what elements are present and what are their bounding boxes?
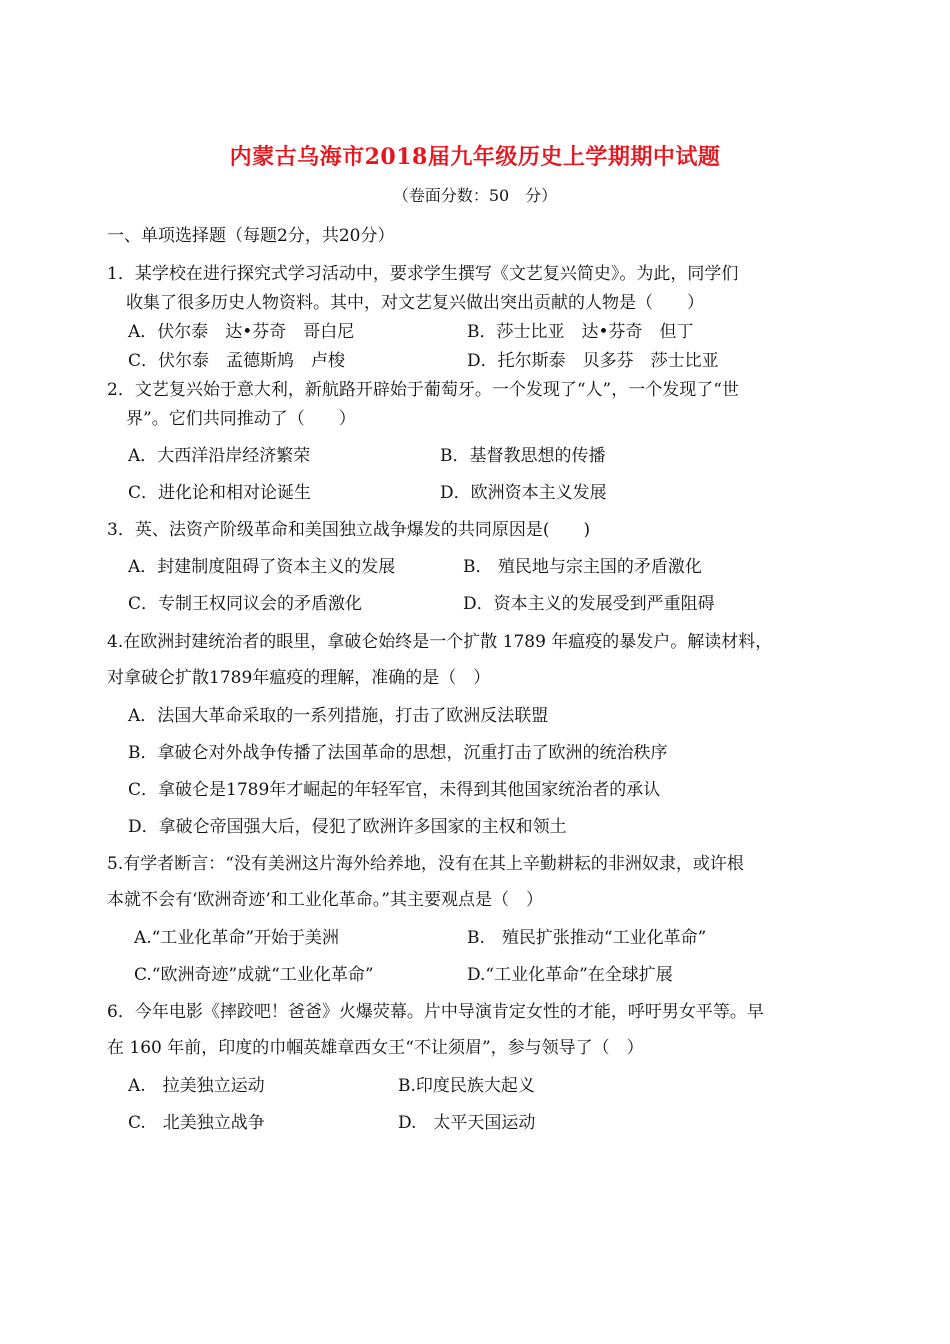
q3-option-d: D．资本主义的发展受到严重阻碍	[463, 594, 715, 614]
page-title: 内蒙古乌海市2018届九年级历史上学期期中试题	[229, 144, 721, 170]
question-1-stem: 1．某学校在进行探究式学习活动中，要求学生撰写《文艺复兴简史》。为此，同学们	[107, 264, 739, 284]
q2-option-c: C．进化论和相对论诞生	[128, 483, 312, 503]
question-2-stem-cont: 界”。它们共同推动了（ ）	[126, 409, 356, 429]
question-4-stem: 4.在欧洲封建统治者的眼里，拿破仑始终是一个扩散 1789 年瘟疫的暴发户。解读材料，	[107, 632, 773, 652]
q5-option-d: D.“工业化革命”在全球扩展	[467, 965, 673, 985]
q4-option-b: B．拿破仑对外战争传播了法国革命的思想，沉重打击了欧洲的统治秩序	[128, 743, 668, 763]
q3-option-a: A．封建制度阻碍了资本主义的发展	[128, 557, 396, 577]
question-4-stem-cont: 对拿破仑扩散1789年瘟疫的理解，准确的是（ ）	[107, 668, 491, 688]
q1-option-b: B．莎士比亚 达•芬奇 但丁	[467, 322, 694, 342]
question-6-stem: 6．今年电影《摔跤吧！爸爸》火爆荧幕。片中导演肯定女性的才能，呼吁男女平等。早	[107, 1002, 764, 1022]
q4-option-d: D．拿破仑帝国强大后，侵犯了欧洲许多国家的主权和领土	[128, 817, 567, 837]
q6-option-b: B.印度民族大起义	[398, 1076, 535, 1096]
q6-option-d: D. 太平天国运动	[398, 1113, 536, 1133]
q4-option-a: A．法国大革命采取的一系列措施，打击了欧洲反法联盟	[128, 706, 549, 726]
score-note: （卷面分数：50 分）	[392, 186, 558, 205]
question-6-stem-cont: 在 160 年前，印度的巾帼英雄章西女王“不让须眉”，参与领导了（ ）	[107, 1038, 644, 1058]
q5-option-b: B. 殖民扩张推动“工业化革命”	[467, 928, 707, 948]
q2-option-b: B．基督教思想的传播	[440, 446, 606, 466]
section-heading: 一、单项选择题（每题2分，共20分）	[107, 226, 395, 246]
question-5-stem-cont: 本就不会有‘欧洲奇迹’和工业化革命。”其主要观点是（ ）	[107, 890, 543, 910]
q4-option-c: C．拿破仑是1789年才崛起的年轻军官，未得到其他国家统治者的承认	[128, 780, 661, 800]
q1-option-c: C．伏尔泰 孟德斯鸠 卢梭	[128, 351, 346, 371]
question-3-stem: 3．英、法资产阶级革命和美国独立战争爆发的共同原因是( )	[107, 520, 591, 540]
q1-option-a: A．伏尔泰 达•芬奇 哥白尼	[128, 322, 355, 342]
q5-option-a: A.“工业化革命”开始于美洲	[134, 928, 340, 948]
question-2-stem: 2．文艺复兴始于意大利，新航路开辟始于葡萄牙。一个发现了“人”，一个发现了“世	[107, 380, 739, 400]
q6-option-c: C. 北美独立战争	[128, 1113, 265, 1133]
q2-option-d: D．欧洲资本主义发展	[440, 483, 607, 503]
q5-option-c: C.“欧洲奇迹”成就“工业化革命”	[134, 965, 374, 985]
q6-option-a: A. 拉美独立运动	[128, 1076, 265, 1096]
question-5-stem: 5.有学者断言：“没有美洲这片海外给养地，没有在其上辛勤耕耘的非洲奴隶，或许根	[107, 854, 744, 874]
question-1-stem-cont: 收集了很多历史人物资料。其中，对文艺复兴做出突出贡献的人物是（ ）	[126, 293, 704, 313]
q2-option-a: A．大西洋沿岸经济繁荣	[128, 446, 311, 466]
q3-option-c: C．专制王权同议会的矛盾激化	[128, 594, 363, 614]
q3-option-b: B． 殖民地与宗主国的矛盾激化	[463, 557, 702, 577]
q1-option-d: D．托尔斯泰 贝多芬 莎士比亚	[467, 351, 719, 371]
